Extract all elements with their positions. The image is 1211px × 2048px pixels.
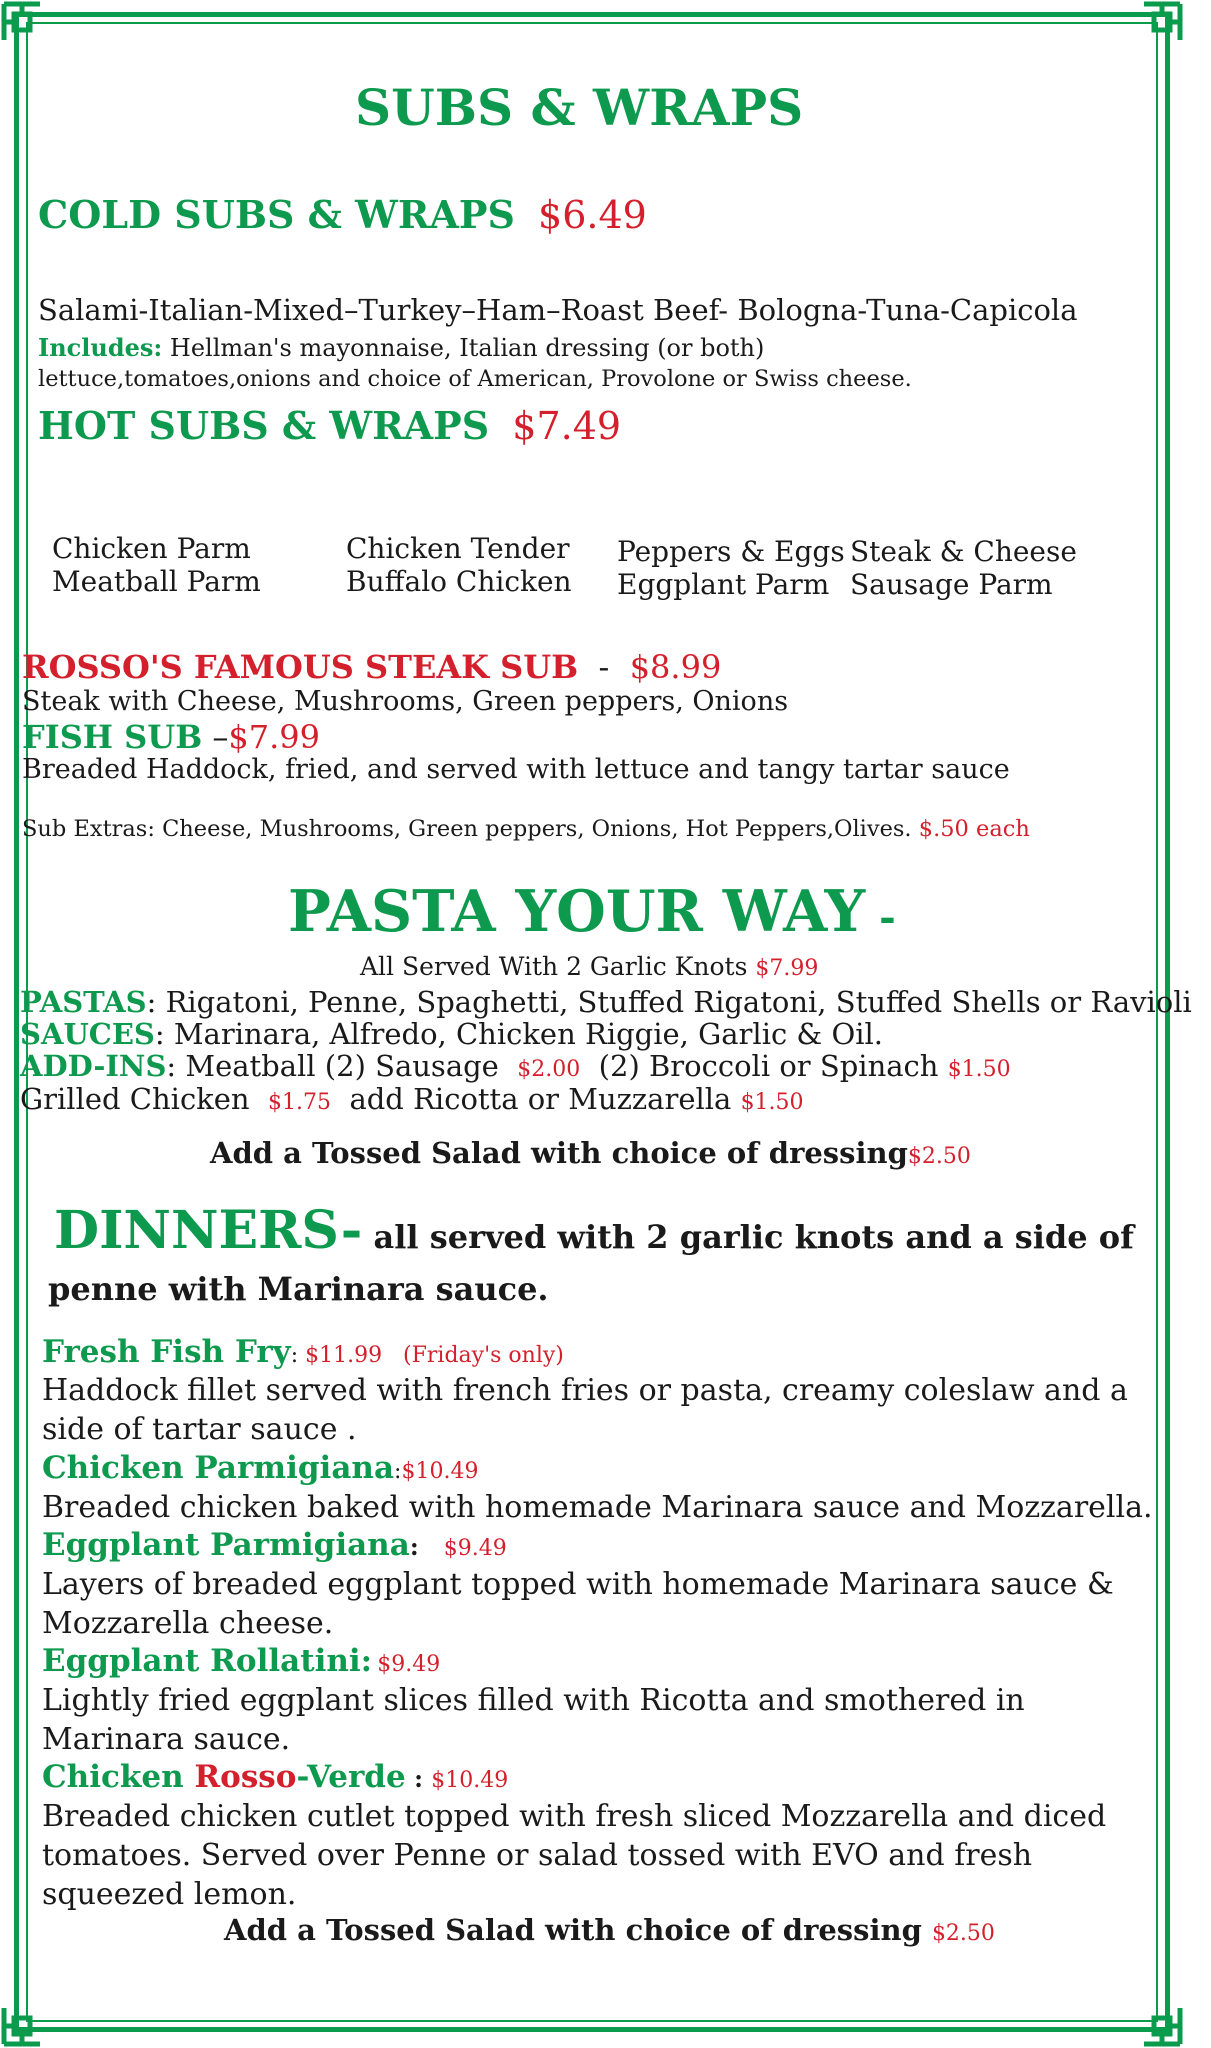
- dinner-item-price: $10.49: [401, 1459, 479, 1484]
- grilled-price: $1.75: [268, 1090, 332, 1115]
- dinner-item-name: Chicken Parmigiana: [42, 1450, 395, 1486]
- menu-item: Buffalo Chicken: [346, 565, 572, 598]
- menu-item: Eggplant Parm: [617, 568, 830, 601]
- rosso-verde-desc: Breaded chicken cutlet topped with fresh sliced Mozzarella and diced tomatoes. Served over Penne or salad tossed with EVO and fresh squeezed lemon.: [42, 1799, 1107, 1912]
- fish-sub-name: FISH SUB: [22, 718, 203, 756]
- dinner-item-title: [42, 1527, 507, 1563]
- addins-text-2: (2) Broccoli or Spinach: [580, 1049, 948, 1083]
- dinner-item-desc: Breaded chicken baked with homemade Marinara sauce and Mozzarella.: [42, 1490, 1153, 1525]
- addins-price-2: $1.50: [947, 1057, 1011, 1082]
- corner-ornament-top-right: [1138, 0, 1184, 46]
- dinners-salad-price: $2.50: [931, 1921, 995, 1946]
- fish-sub-header: [22, 718, 320, 756]
- menu-item: Chicken Tender: [346, 532, 570, 565]
- includes-text: Hellman's mayonnaise, Italian dressing (or both): [162, 334, 765, 362]
- sub-extras-price: $.50 each: [918, 816, 1030, 842]
- cold-subs-includes: [38, 333, 764, 362]
- pastas-label: PASTAS: [20, 985, 147, 1019]
- dinner-item-price: $11.99: [305, 1343, 383, 1368]
- addins-text-1: : Meatball (2) Sausage: [166, 1049, 518, 1083]
- dinner-item-price: $9.49: [443, 1536, 507, 1561]
- corner-ornament-bottom-left: [0, 2002, 46, 2048]
- pasta-salad-text: Add a Tossed Salad with choice of dressing: [210, 1136, 908, 1170]
- dinners-salad-line: [224, 1913, 995, 1947]
- pasta-salad-price: $2.50: [907, 1144, 971, 1169]
- pasta-served-line: [360, 952, 818, 981]
- hot-subs-col-1: [52, 532, 261, 598]
- dinner-item-desc: Haddock fillet served with french fries or pasta, creamy coleslaw and a side of tartar sauce .: [42, 1373, 1128, 1447]
- cold-subs-includes-line2: lettuce,tomatoes,onions and choice of American, Provolone or Swiss cheese.: [38, 366, 912, 392]
- pasta-addins-line: [20, 1049, 1011, 1083]
- hot-subs-col-4: [850, 535, 1077, 601]
- dinner-item-price: $9.49: [377, 1652, 441, 1677]
- corner-ornament-top-left: [0, 0, 46, 46]
- pasta-title-dash: -: [865, 894, 896, 941]
- pasta-header: [288, 878, 896, 945]
- dinner-item-sep: :: [394, 1459, 402, 1484]
- dinner-item-title: [42, 1334, 564, 1370]
- rosso-verde-name-c: -Verde: [296, 1759, 406, 1795]
- rosso-verde-name-a: Chicken: [42, 1759, 195, 1795]
- hot-subs-price: $7.49: [512, 404, 622, 448]
- dinner-item-name: Fresh Fish Fry: [42, 1334, 291, 1370]
- rosso-verde-price: $10.49: [431, 1768, 509, 1793]
- rosso-verde-name-b: Rosso: [194, 1759, 297, 1795]
- cold-subs-price: $6.49: [538, 193, 647, 237]
- fish-sub-separator: –: [202, 718, 229, 756]
- corner-ornament-bottom-right: [1138, 2002, 1184, 2048]
- steak-sub-name: ROSSO'S FAMOUS STEAK SUB: [22, 648, 579, 686]
- dinner-item-sep: :: [409, 1532, 444, 1561]
- pasta-grilled-line: [20, 1082, 804, 1116]
- dinners-header: [54, 1200, 1134, 1261]
- cold-subs-header: [38, 192, 647, 237]
- sauces-label: SAUCES: [20, 1017, 155, 1051]
- steak-sub-desc: Steak with Cheese, Mushrooms, Green peppers, Onions: [22, 686, 789, 717]
- pasta-served-price: $7.99: [755, 956, 819, 981]
- pasta-salad-line: [210, 1136, 971, 1170]
- steak-sub-header: [22, 648, 721, 686]
- dinner-item-title: [42, 1643, 440, 1679]
- dinners-salad-text: Add a Tossed Salad with choice of dressing: [224, 1913, 932, 1947]
- sub-extras: [22, 816, 1030, 842]
- dinner-item-note: (Friday's only): [382, 1343, 564, 1368]
- menu-item: Steak & Cheese: [850, 535, 1077, 568]
- dinner-item-title-rosso-verde: [42, 1759, 508, 1795]
- pastas-text: : Rigatoni, Penne, Spaghetti, Stuffed Rigatoni, Stuffed Shells or Ravioli: [146, 985, 1192, 1019]
- grilled-text: Grilled Chicken: [20, 1082, 269, 1116]
- hot-subs-col-2: [346, 532, 572, 598]
- dinner-item-desc: Lightly fried eggplant slices filled with Ricotta and smothered in Marinara sauce.: [42, 1683, 1025, 1757]
- menu-item: Peppers & Eggs: [617, 535, 845, 568]
- dinners-intro-line-2: penne with Marinara sauce.: [48, 1270, 549, 1308]
- dinner-item-sep: :: [290, 1343, 306, 1368]
- dinner-item-title: [42, 1450, 478, 1486]
- section-title-pasta: PASTA YOUR WAY: [288, 878, 866, 945]
- dinner-item-name: Eggplant Rollatini:: [42, 1643, 373, 1679]
- sauces-text: : Marinara, Alfredo, Chicken Riggie, Garlic & Oil.: [154, 1017, 884, 1051]
- ricotta-price: $1.50: [740, 1090, 804, 1115]
- menu-item: Chicken Parm: [52, 532, 251, 565]
- section-title-dinners: DINNERS-: [54, 1200, 363, 1261]
- dinners-intro-line-1: all served with 2 garlic knots and a side of: [362, 1218, 1134, 1256]
- cold-subs-list: Salami-Italian-Mixed–Turkey–Ham–Roast Beef- Bologna-Tuna-Capicola: [38, 293, 1078, 327]
- dinner-item-desc: Layers of breaded eggplant topped with homemade Marinara sauce & Mozzarella cheese.: [42, 1567, 1114, 1641]
- pasta-sauces-line: [20, 1017, 883, 1051]
- fish-sub-desc: Breaded Haddock, fried, and served with lettuce and tangy tartar sauce: [22, 754, 1010, 785]
- sub-extras-text: Sub Extras: Cheese, Mushrooms, Green peppers, Onions, Hot Peppers,Olives.: [22, 816, 919, 842]
- section-title-subs-wraps: SUBS & WRAPS: [355, 78, 804, 137]
- includes-label: Includes:: [38, 333, 163, 362]
- steak-sub-price: $8.99: [629, 648, 722, 686]
- steak-sub-separator: -: [578, 648, 630, 686]
- fish-sub-price: $7.99: [228, 718, 321, 756]
- rosso-verde-sep: :: [405, 1764, 432, 1793]
- pasta-pastas-line: [20, 985, 1192, 1019]
- cold-subs-heading: COLD SUBS & WRAPS: [38, 192, 515, 237]
- hot-subs-header: [38, 403, 621, 448]
- addins-price-1: $2.00: [517, 1057, 581, 1082]
- pasta-served-text: All Served With 2 Garlic Knots: [360, 952, 756, 981]
- dinner-item-name: Eggplant Parmigiana: [42, 1527, 410, 1563]
- hot-subs-heading: HOT SUBS & WRAPS: [38, 403, 490, 448]
- hot-subs-col-3: [617, 535, 845, 601]
- ricotta-text: add Ricotta or Muzzarella: [331, 1082, 741, 1116]
- menu-item: Meatball Parm: [52, 565, 261, 598]
- addins-label: ADD-INS: [20, 1049, 167, 1083]
- menu-item: Sausage Parm: [850, 568, 1053, 601]
